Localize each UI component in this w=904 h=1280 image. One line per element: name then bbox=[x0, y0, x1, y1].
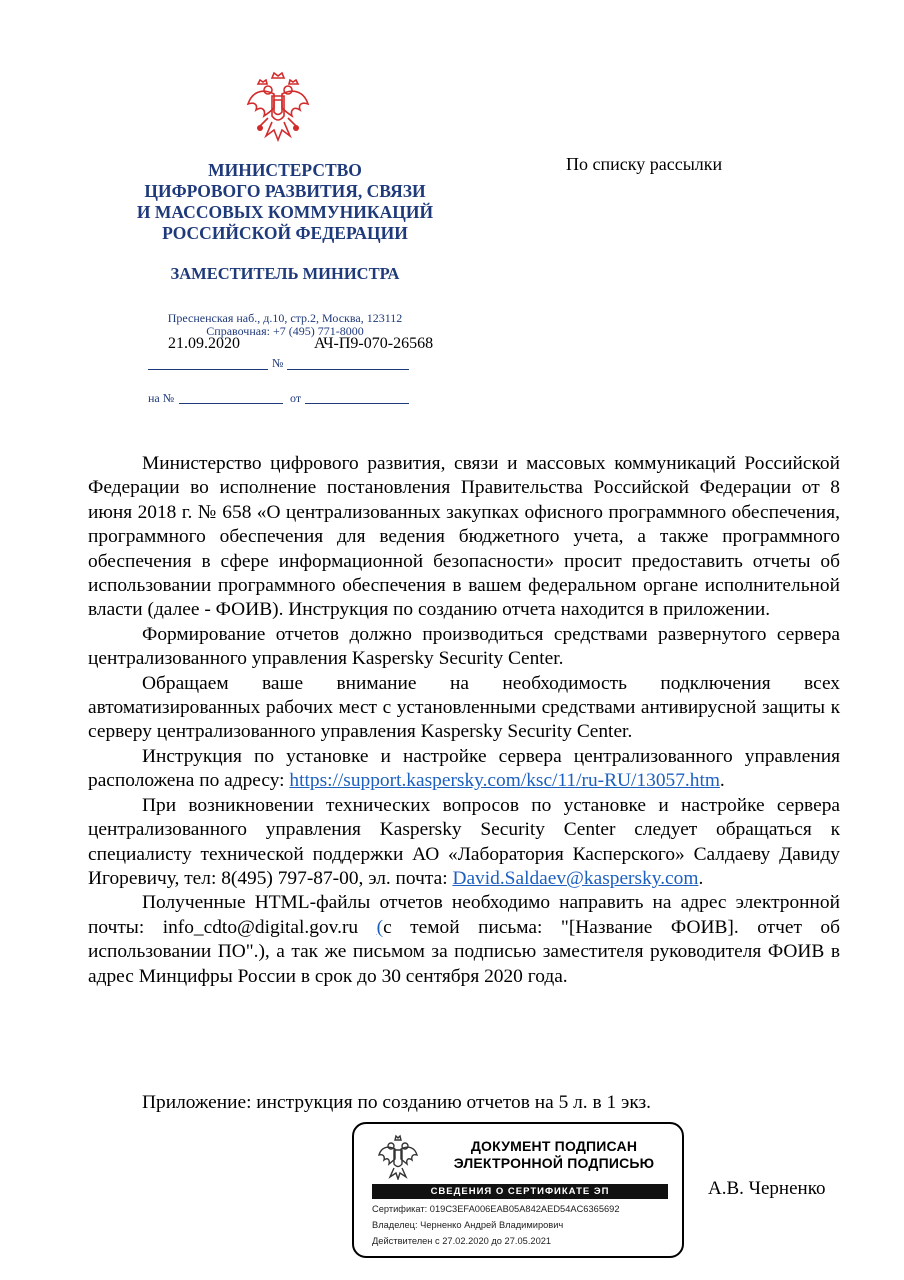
stamp-emblem-icon bbox=[376, 1134, 420, 1180]
paragraph-6-end: с темой письма: "[Название ФОИВ]. отчет об использовании ПО".), а так же письмом за подписью заместителя руководителя ФОИВ в адрес Минцифры России в срок до 30 сентября 2020 года. bbox=[88, 916, 840, 987]
attachment-note: Приложение: инструкция по созданию отчетов на 5 л. в 1 экз. bbox=[142, 1092, 652, 1113]
stamp-title-line-2: ЭЛЕКТРОННОЙ ПОДПИСЬЮ bbox=[453, 1155, 655, 1171]
stamp-title-line-1: ДОКУМЕНТ ПОДПИСАН bbox=[470, 1138, 638, 1154]
ministry-line-4: РОССИЙСКОЙ ФЕДЕРАЦИИ bbox=[162, 223, 408, 243]
signer-name: А.В. Черненко bbox=[708, 1178, 826, 1199]
letter-body bbox=[88, 452, 840, 989]
from-label: от bbox=[290, 391, 302, 405]
e-signature-stamp bbox=[352, 1122, 684, 1258]
address: Пресненская наб., д.10, стр.2, Москва, 123112 bbox=[167, 311, 403, 325]
certificate-info-bar: СВЕДЕНИЯ О СЕРТИФИКАТЕ ЭП bbox=[372, 1184, 668, 1199]
document-number: АЧ-П9-070-26568 bbox=[314, 335, 434, 352]
paragraph-5-end: . bbox=[698, 867, 704, 889]
paragraph-3: Обращаем ваше внимание на необходимость подключения всех автоматизированных рабочих мест с установленными средствами антивирусной защиты к серверу централизованного управления Kaspersky Security Center. bbox=[88, 672, 840, 743]
ministry-line-2: ЦИФРОВОГО РАЗВИТИЯ, СВЯЗИ bbox=[144, 181, 426, 201]
date-underline bbox=[148, 369, 268, 370]
paragraph-6-text: Полученные HTML-файлы отчетов необходимо направить на адрес электронной почты: info_cdto@digital.gov.ru bbox=[88, 892, 840, 938]
paragraph-4 bbox=[88, 745, 840, 794]
paragraph-5-text: При возникновении технических вопросов по установке и настройке сервера централизованного управления Kaspersky Security Center следует обращаться к специалисту технической поддержки АО «Лаборатория Касперского» Салдаеву Давиду Игоревичу, тел: 8(495) 797-87-00, эл. почта: bbox=[88, 794, 840, 889]
on-number-underline bbox=[179, 403, 283, 404]
certificate-owner: Владелец: Черненко Андрей Владимирович bbox=[372, 1220, 564, 1230]
number-label: № bbox=[272, 356, 284, 370]
paragraph-6 bbox=[88, 891, 840, 989]
on-number-label: на № bbox=[148, 391, 175, 405]
paragraph-1: Министерство цифрового развития, связи и массовых коммуникаций Российской Федерации во исполнение постановления Правительства Российской Федерации от 8 июня 2018 г. № 658 «О централизованных закупках офисного программного обеспечения, программного обеспечения для ведения бюджетного учета, а также программного обеспечения в сфере информационной безопасности» просит предоставить отчеты об использовании программного обеспечения в вашем федеральном органе исполнительной власти (далее - ФОИВ). Инструкция по созданию отчета находится в приложении. bbox=[88, 453, 840, 621]
recipient: По списку рассылки bbox=[566, 154, 723, 174]
document-date: 21.09.2020 bbox=[168, 335, 240, 352]
from-underline bbox=[305, 403, 409, 404]
paragraph-6-link[interactable]: ( bbox=[376, 916, 384, 938]
paragraph-2: Формирование отчетов должно производиться средствами развернутого сервера централизованного управления Kaspersky Security Center. bbox=[88, 623, 840, 670]
paragraph-4-text: Инструкция по установке и настройке сервера централизованного управления расположена по адресу: bbox=[88, 745, 840, 792]
number-underline bbox=[287, 369, 409, 370]
ministry-title bbox=[110, 160, 460, 244]
ministry-line-1: МИНИСТЕРСТВО bbox=[208, 160, 362, 180]
kaspersky-support-link[interactable]: https://support.kaspersky.com/ksc/11/ru-RU/13057.htm bbox=[289, 770, 720, 792]
stamp-title bbox=[434, 1138, 674, 1172]
certificate-validity: Действителен с 27.02.2020 до 27.05.2021 bbox=[372, 1236, 552, 1246]
paragraph-5 bbox=[88, 794, 840, 892]
coat-of-arms-emblem bbox=[244, 70, 312, 148]
phone: Справочная: +7 (495) 771-8000 bbox=[206, 324, 364, 338]
paragraph-4-end: . bbox=[719, 770, 725, 792]
position-title: ЗАМЕСТИТЕЛЬ МИНИСТРА bbox=[170, 264, 400, 283]
support-email-link[interactable]: David.Saldaev@kaspersky.com bbox=[452, 867, 699, 889]
certificate-number: Сертификат: 019C3EFA006EAB05A842AED54AC6365692 bbox=[372, 1204, 620, 1214]
ministry-line-3: И МАССОВЫХ КОММУНИКАЦИЙ bbox=[136, 202, 434, 222]
